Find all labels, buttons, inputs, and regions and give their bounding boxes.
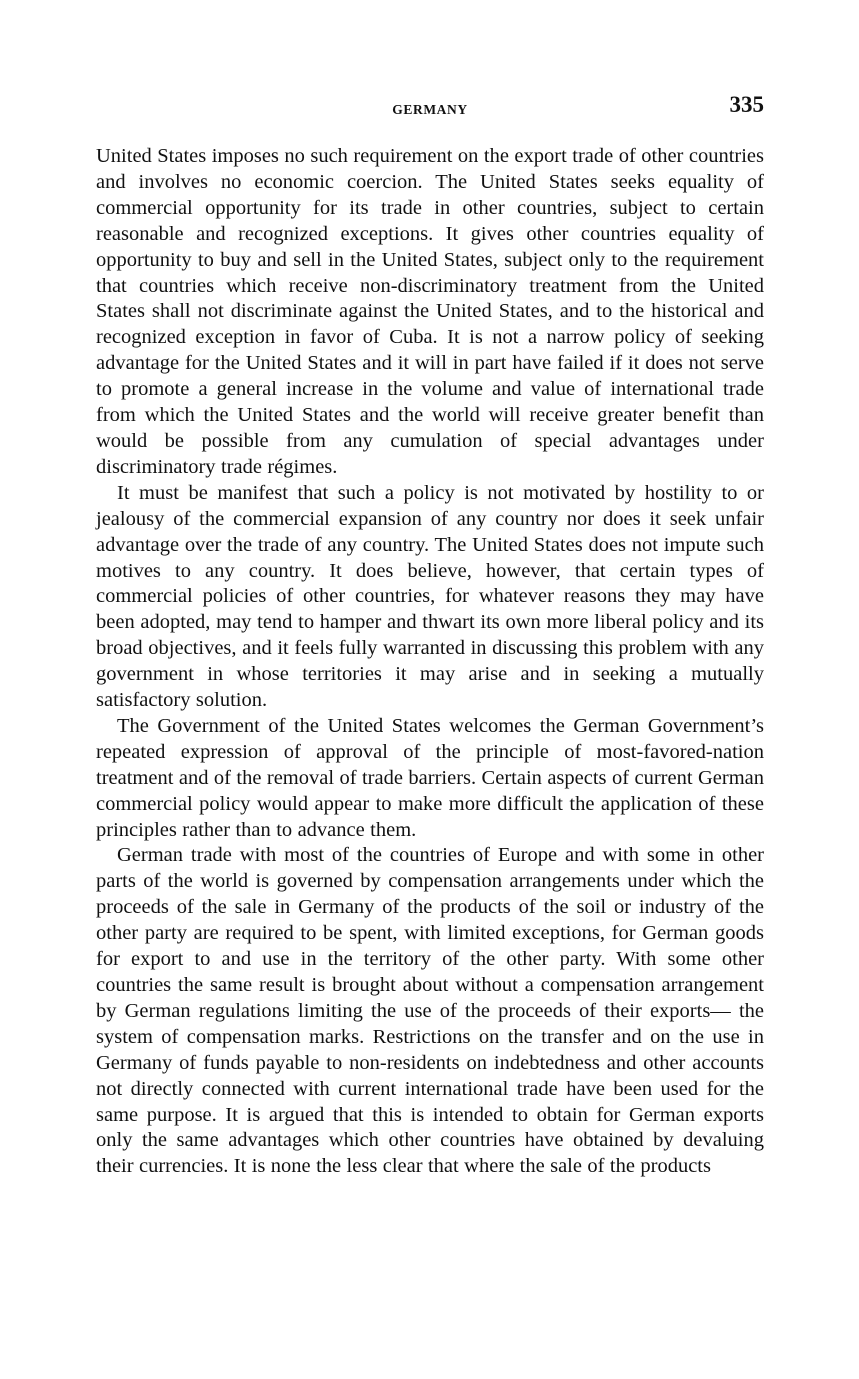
page-number: 335	[729, 92, 764, 117]
paragraph-policy-motivation: It must be manifest that such a policy is not motivated by hostility to or jealousy of the commercial expansion of any country nor does it seek unfair advantage over the trade of any country. The United States does not impute such motives to any country. It does believe, however, that certain types of commercial policies of other countries, for whatever reasons they may have been adopted, may tend to hamper and thwart its own more liberal policy and its broad objectives, and it feels fully warranted in discussing this problem with any government in whose territories it may arise and in seeking a mutually satisfactory solution.	[96, 481, 764, 712]
paragraph-german-trade: German trade with most of the countries of Europe and with some in other parts of the world is governed by compensation arrangements under which the proceeds of the sale in Germany of the products of the soil or industry of the other party are required to be spent, with limited exceptions, for German goods for export to and use in the territory of the other party. With some other countries the same result is brought about without a compensation arrangement by German regulations limiting the use of the proceeds of their exports— the system of compensation marks. Restrictions on the transfer and on the use in Germany of funds payable to non-residents on indebtedness and other accounts not directly connected with current international trade have been used for the same purpose. It is argued that this is intended to obtain for German exports only the same advantages which other countries have obtained by devaluing their currencies. It is none the less clear that where the sale of the products	[96, 844, 764, 1178]
body-text	[96, 144, 764, 1180]
running-title: GERMANY	[392, 102, 468, 117]
document-page	[96, 92, 764, 1180]
paragraph-continued: United States imposes no such requirement on the export trade of other countries and involves no economic coercion. The United States seeks equality of commercial opportunity for its trade in other countries, subject to certain reasonable and recognized exceptions. It gives other countries equality of opportunity to buy and sell in the United States, subject only to the requirement that countries which receive non-discriminatory treatment from the United States shall not discriminate against the United States, and to the historical and recognized exception in favor of Cuba. It is not a narrow policy of seeking advantage for the United States and it will in part have failed if it does not serve to promote a general increase in the volume and value of international trade from which the United States and the world will receive greater benefit than would be possible from any cumulation of special advantages under discriminatory trade régimes.	[96, 145, 764, 478]
running-header	[96, 92, 764, 126]
paragraph-german-government: The Government of the United States welcomes the German Government’s repeated expression of approval of the principle of most-favored-nation treatment and of the removal of trade barriers. Certain aspects of current German commercial policy would appear to make more difficult the application of these principles rather than to advance them.	[96, 714, 764, 841]
